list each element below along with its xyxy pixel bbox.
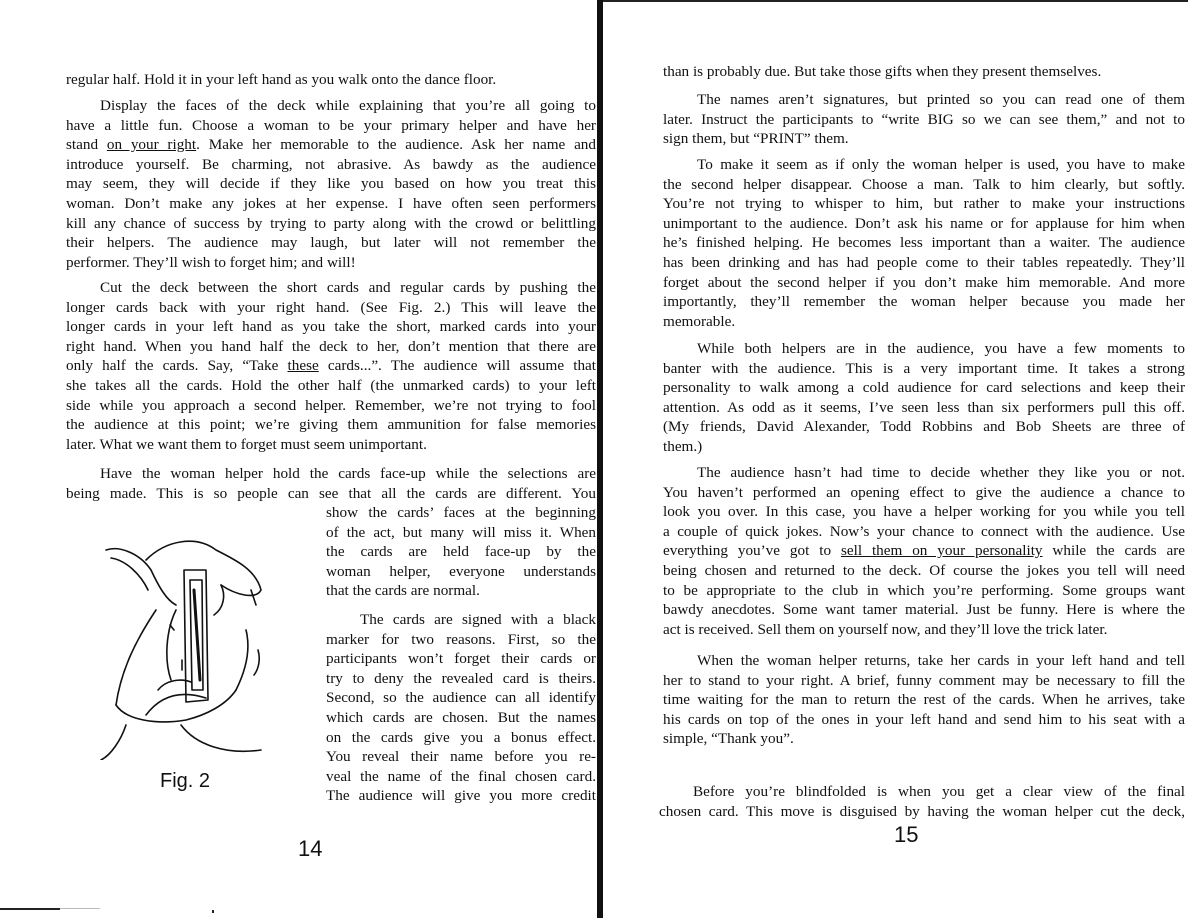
text-line: The names aren’t signatures, but printed so you can read one of them [697, 91, 1185, 108]
scan-artifact-dot [212, 910, 214, 913]
text-line: performer. They’ll wish to forget him; and will! [66, 253, 356, 271]
text-line: simple, “Thank you”. [663, 730, 794, 748]
text-line: kill any chance of success by trying to party along with the crowd or belittling [66, 214, 596, 232]
text-line: memorable. [663, 312, 736, 330]
text-line: banter with the audience. This is a very important time. It takes a strong [663, 359, 1185, 377]
text-line: being made. This is so people can see that all the cards are different. You [66, 484, 596, 502]
text-line: he’s finished helping. He becomes less important than a waiter. The audience [663, 234, 1185, 252]
text-line: she takes all the cards. Hold the other half (the unmarked cards) to your left [66, 376, 596, 394]
text-line: Display the faces of the deck while explaining that you’re all going to [100, 97, 596, 114]
text-line: a couple of quick jokes. Now’s your chance to connect with the audience. Use [663, 522, 1185, 540]
text-line: regular half. Hold it in your left hand as you walk onto the dance floor. [66, 71, 497, 88]
text-line: Cut the deck between the short cards and regular cards by pushing the [100, 279, 596, 296]
page-number-left: 14 [298, 836, 323, 861]
text-line: introduce yourself. Be charming, not abrasive. As bawdy as the audience [66, 155, 596, 173]
left-paragraph-1 [66, 70, 566, 90]
text-line: have a little fun. Choose a woman to be your primary helper and have her [66, 116, 596, 134]
text-line: woman helper, everyone understands [326, 562, 596, 580]
text-line: the cards are held face-up by the [326, 543, 596, 561]
text-line: You reveal their name before you re- [326, 748, 596, 766]
text-line: show the cards’ faces at the beginning [326, 504, 596, 521]
text-line: When the woman helper returns, take her cards in your left hand and tell [697, 652, 1185, 669]
text-line: being chosen and returned to the deck. Of course the jokes you tell will need [663, 561, 1185, 579]
page-number-right: 15 [894, 822, 919, 847]
left-paragraph-4-narrow [326, 503, 596, 601]
text-line: To make it seem as if only the woman helper is used, you have to make [697, 156, 1185, 173]
text-line: The audience will give you more credit [326, 787, 596, 805]
left-paragraph-4 [66, 464, 596, 503]
text-line: The audience hasn’t had time to decide whether they like you or not. [697, 464, 1185, 481]
text-line: longer cards in your left hand as you take the short, marked cards into your [66, 318, 596, 336]
text-line: may seem, they will decide if they like you based on how you treat this [66, 175, 596, 193]
left-paragraph-3 [66, 278, 596, 454]
text-line: woman. Don’t make any jokes at her expense. I have often seen performers [66, 194, 596, 212]
text-line: her to stand to your right. A brief, funny comment may be necessary to fill the [663, 671, 1185, 689]
text-line: sign them, but “PRINT” them. [663, 130, 849, 148]
text-line: importantly, they’ll remember the woman helper because you made her [663, 293, 1185, 311]
text-line: marker for two reasons. First, so the [326, 630, 596, 648]
left-paragraph-2 [66, 96, 596, 272]
figure-caption: Fig. 2 [160, 770, 211, 792]
text-line: attention. As odd as it seems, I’ve seen less than six performers pull this off. [663, 398, 1185, 416]
right-paragraph-1 [663, 62, 1163, 82]
text-line: Second, so the audience can all identify [326, 689, 596, 707]
right-paragraph-5 [663, 463, 1185, 639]
hands-holding-cards-illustration [86, 530, 286, 760]
text-line: bawdy anecdotes. Some want tamer material. Just be funny. Here is where the [663, 601, 1185, 619]
text-line: to be appropriate to the club in which you’re performing. Some groups want [663, 581, 1185, 599]
text-line: than is probably due. But take those gifts when they present themselves. [663, 63, 1102, 80]
text-line: Have the woman helper hold the cards face-up while the selections are [100, 465, 596, 482]
text-line: their helpers. The audience may laugh, but later will not remember the [66, 234, 596, 252]
text-line: While both helpers are in the audience, you have a few moments to [697, 340, 1185, 357]
text-line: participants won’t forget their cards or [326, 650, 596, 668]
right-paragraph-6 [663, 651, 1185, 749]
text-line: try to deny the revealed card is theirs. [326, 669, 596, 687]
text-line: look you over. In this case, you have a helper working for you while you tell [663, 503, 1185, 521]
right-paragraph-3 [663, 155, 1185, 331]
right-paragraph-2 [663, 90, 1185, 149]
text-line: The cards are signed with a black [360, 611, 596, 628]
scan-artifact-line [0, 908, 60, 910]
text-line: Before you’re blindfolded is when you get a clear view of the final [693, 783, 1185, 800]
text-line: You haven’t performed an opening effect to give the audience a chance to [663, 483, 1185, 501]
right-paragraph-4 [663, 339, 1185, 457]
text-line: stand on your right. Make her memorable to the audience. Ask her name and [66, 136, 596, 154]
text-line: which cards are chosen. But the names [326, 708, 596, 726]
text-line: right hand. When you hand half the deck to her, don’t mention that there are [66, 337, 596, 355]
text-line: unimportant to the audience. Don’t ask his name or for applause for him when [663, 214, 1185, 232]
text-line: forget about the second helper if you don’t make him memorable. And more [663, 273, 1185, 291]
text-line: later. What we want them to forget must seem unimportant. [66, 435, 427, 453]
scan-artifact-dots [60, 908, 100, 909]
text-line: longer cards back with your right hand. (See Fig. 2.) This will leave the [66, 298, 596, 316]
text-line: the audience at this point; we’re giving them ammunition for false memories [66, 416, 596, 434]
text-line: chosen card. This move is disguised by having the woman helper cut the deck, [659, 802, 1185, 820]
text-line: that the cards are normal. [326, 582, 480, 600]
text-line: side while you approach a second helper. Remember, we’re not trying to fool [66, 396, 596, 414]
text-line: everything you’ve got to sell them on your personality while the cards are [663, 542, 1185, 560]
right-paragraph-7 [659, 782, 1185, 821]
text-line: the second helper disappear. Choose a man. Talk to him clearly, but softly. [663, 175, 1185, 193]
text-line: has been drinking and has had people come to their tables repeatedly. They’ll [663, 253, 1185, 271]
text-line: of the act, but many will miss it. When [326, 523, 596, 541]
text-line: (My friends, David Alexander, Todd Robbins and Bob Sheets are three of [663, 418, 1185, 436]
text-line: them.) [663, 437, 703, 455]
left-paragraph-5-narrow [326, 610, 596, 806]
text-line: You’re not trying to whisper to him, but rather to make your instructions [663, 195, 1185, 213]
text-line: only half the cards. Say, “Take these cards...”. The audience will assume that [66, 357, 596, 375]
text-line: act is received. Sell them on yourself now, and they’ll love the trick later. [663, 620, 1108, 638]
text-line: personality to walk among a cold audience for card selections and keep their [663, 379, 1185, 397]
right-page [604, 0, 1188, 918]
text-line: on the cards give you a bonus effect. [326, 728, 596, 746]
text-line: time waiting for the man to return the rest of the cards. When he arrives, take [663, 691, 1185, 709]
text-line: his cards on top of the ones in your left hand and send him to his seat with a [663, 710, 1185, 728]
text-line: later. Instruct the participants to “write BIG so we can see them,” and not to [663, 110, 1185, 128]
text-line: veal the name of the final chosen card. [326, 767, 596, 785]
